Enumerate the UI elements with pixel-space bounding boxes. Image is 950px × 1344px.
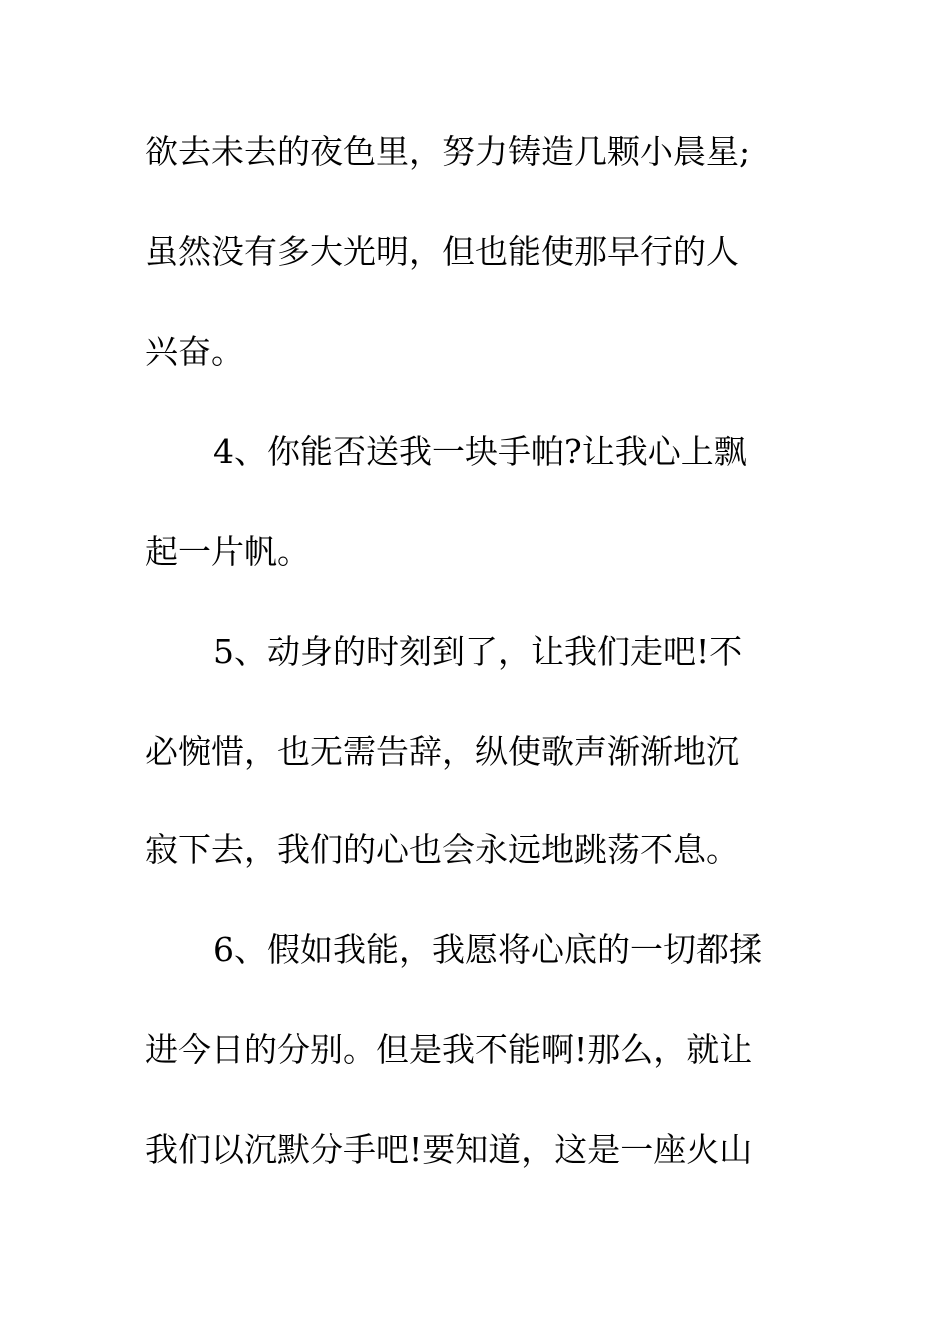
text-line-3: 兴奋。 xyxy=(145,332,244,371)
text-line-5: 起一片帆。 xyxy=(145,532,310,571)
text-line-2: 虽然没有多大光明，但也能使那早行的人 xyxy=(145,232,739,271)
text-line-9: 6、假如我能，我愿将心底的一切都揉 xyxy=(213,930,762,969)
text-line-6: 5、动身的时刻到了，让我们走吧!不 xyxy=(213,632,743,671)
text-line-8: 寂下去，我们的心也会永远地跳荡不息。 xyxy=(145,830,739,869)
text-line-4: 4、你能否送我一块手帕?让我心上飘 xyxy=(213,432,747,471)
text-line-1: 欲去未去的夜色里，努力铸造几颗小晨星; xyxy=(145,132,751,171)
text-line-7: 必惋惜，也无需告辞，纵使歌声渐渐地沉 xyxy=(145,732,739,771)
text-line-11: 我们以沉默分手吧!要知道，这是一座火山 xyxy=(145,1130,753,1169)
text-line-10: 进今日的分别。但是我不能啊!那么，就让 xyxy=(145,1030,753,1069)
